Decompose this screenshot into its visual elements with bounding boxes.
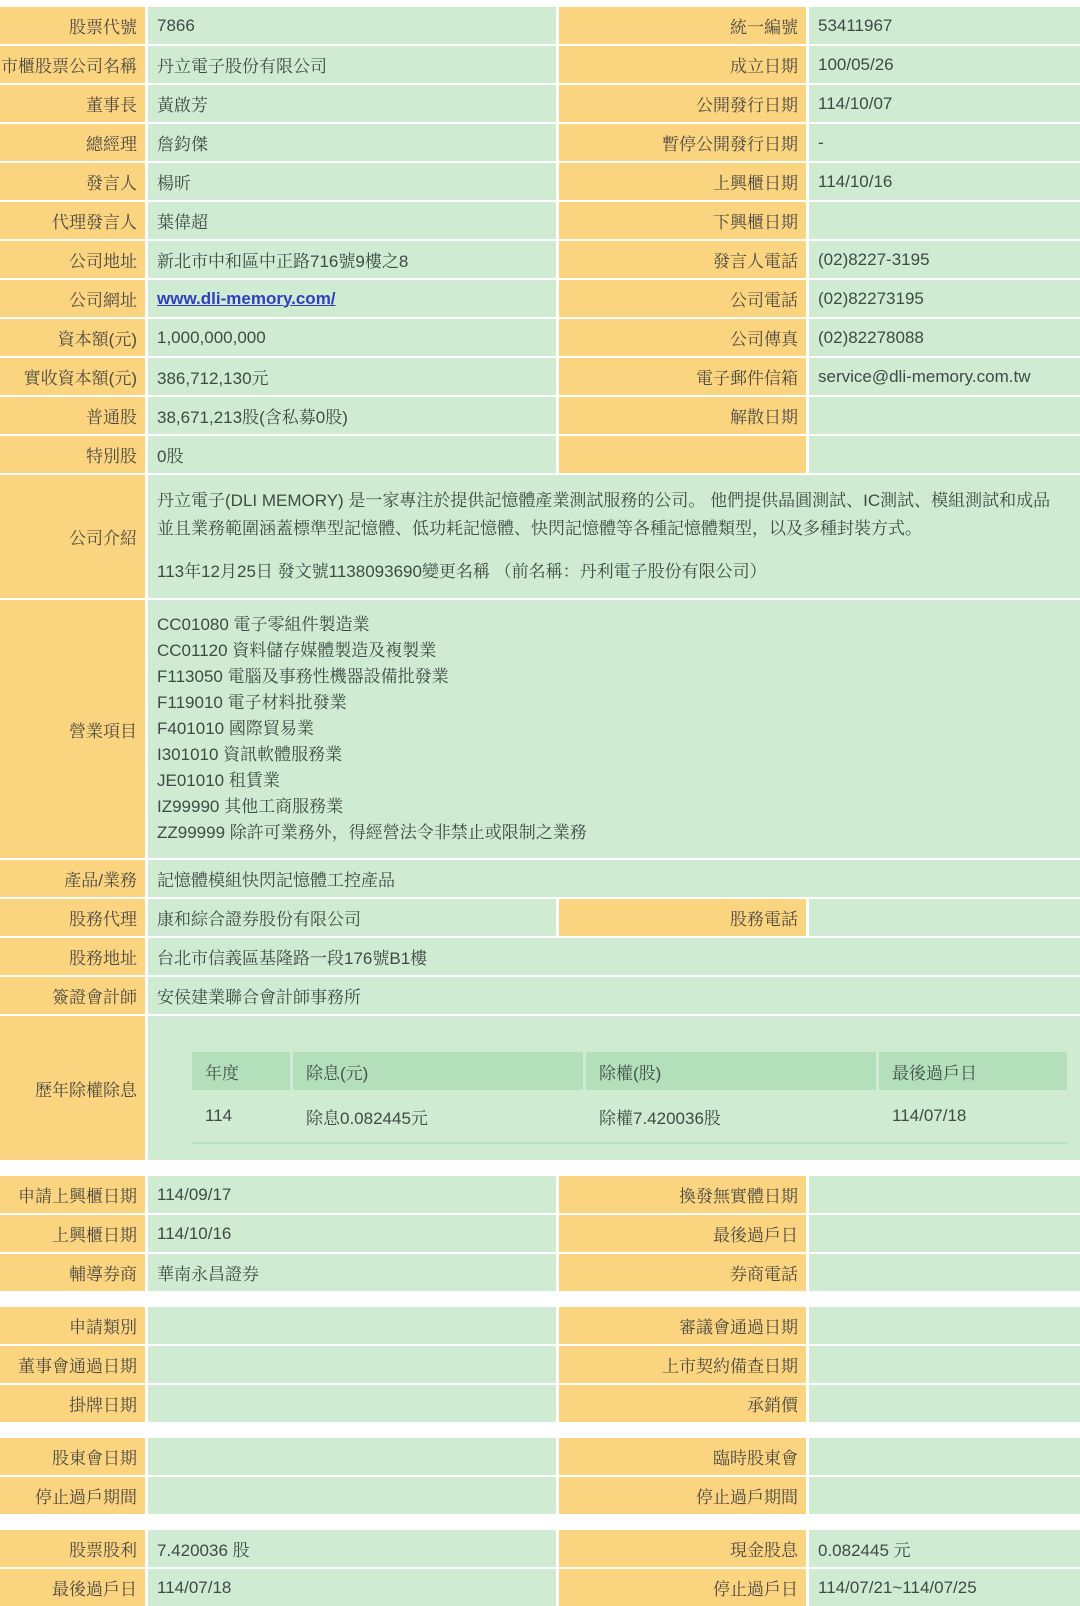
cash-dividend-label: 現金股息 — [559, 1530, 806, 1567]
transfer-suspension-period-label2: 停止過戶期間 — [559, 1477, 806, 1514]
business-items-list — [148, 600, 1080, 858]
application-type-label: 申請類別 — [0, 1307, 145, 1344]
broker-phone-value — [809, 1254, 1080, 1291]
product-row — [0, 860, 1080, 897]
advisory-broker-value: 華南永昌證券 — [148, 1254, 556, 1291]
share-address-label: 股務地址 — [0, 938, 145, 975]
stock-dividend-value: 7.420036 股 — [148, 1530, 556, 1567]
table-row — [0, 163, 1080, 200]
share-agent-label: 股務代理 — [0, 899, 145, 936]
board-approval-date-value — [148, 1346, 556, 1383]
table-row — [0, 319, 1080, 356]
transfer-suspension-period-label: 停止過戶期間 — [0, 1477, 145, 1514]
general-manager-label: 總經理 — [0, 124, 145, 161]
transfer-stop-date-label: 停止過戶日 — [559, 1569, 806, 1606]
dissolution-date-value — [809, 397, 1080, 434]
table-row — [0, 241, 1080, 278]
dividend-history-row — [0, 1016, 1080, 1160]
review-committee-date-label: 審議會通過日期 — [559, 1307, 806, 1344]
table-row — [0, 1176, 1080, 1213]
product-label: 產品/業務 — [0, 860, 145, 897]
chairman-label: 董事長 — [0, 85, 145, 122]
share-address-row — [0, 938, 1080, 975]
company-intro-text — [148, 475, 1080, 598]
company-name-value: 丹立電子股份有限公司 — [148, 46, 556, 83]
business-item: CC01120 資料儲存媒體製造及複製業 — [157, 641, 437, 660]
table-row — [0, 436, 1080, 473]
table-row — [0, 46, 1080, 83]
suspend-offering-date-value: - — [809, 124, 1080, 161]
preferred-shares-label: 特別股 — [0, 436, 145, 473]
company-fax-value: (02)82278088 — [809, 319, 1080, 356]
dividend-cell-lasttransfer: 114/07/18 — [892, 1106, 967, 1125]
dividend-header-exrights: 除權(股) — [586, 1052, 876, 1090]
table-row — [0, 1254, 1080, 1291]
company-address-value: 新北市中和區中正路716號9樓之8 — [148, 241, 556, 278]
emerging-date-value: 114/10/16 — [148, 1215, 556, 1252]
intro-line: 丹立電子(DLI MEMORY) 是一家專注於提供記憶體產業測試服務的公司。 他們提供晶圓測試、IC測試、模組測試和成品 — [157, 491, 1051, 510]
deputy-spokesperson-value: 葉偉超 — [148, 202, 556, 239]
business-items-label: 營業項目 — [0, 600, 145, 858]
stock-code-value: 7866 — [148, 7, 556, 44]
final-last-transfer-label: 最後過戶日 — [0, 1569, 145, 1606]
business-item: F113050 電腦及事務性機器設備批發業 — [157, 667, 449, 686]
cash-dividend-value: 0.082445 元 — [809, 1530, 1080, 1567]
scripless-exchange-date-value — [809, 1176, 1080, 1213]
intro-line: 113年12月25日 發文號1138093690變更名稱 （前名稱：丹利電子股份有限公司） — [157, 562, 767, 581]
table-row — [0, 1530, 1080, 1567]
table-row — [0, 124, 1080, 161]
company-intro-label: 公司介紹 — [0, 475, 145, 598]
final-last-transfer-value: 114/07/18 — [148, 1569, 556, 1606]
chairman-value: 黃啟芳 — [148, 85, 556, 122]
dividend-header-year: 年度 — [192, 1052, 290, 1090]
company-phone-label: 公司電話 — [559, 280, 806, 317]
company-intro-row — [0, 475, 1080, 598]
share-agent-value: 康和綜合證券股份有限公司 — [148, 899, 556, 936]
review-committee-date-value — [809, 1307, 1080, 1344]
last-transfer-date-value — [809, 1215, 1080, 1252]
company-address-label: 公司地址 — [0, 241, 145, 278]
founding-date-value: 100/05/26 — [809, 46, 1080, 83]
apply-emerging-date-label: 申請上興櫃日期 — [0, 1176, 145, 1213]
listing-contract-date-label: 上市契約備查日期 — [559, 1346, 806, 1383]
last-transfer-date-label: 最後過戶日 — [559, 1215, 806, 1252]
table-row — [0, 85, 1080, 122]
block-gap — [0, 1516, 1080, 1530]
company-name-label: 市櫃股票公司名稱 — [0, 46, 145, 83]
intro-spacer — [157, 543, 1080, 558]
email-value: service@dli-memory.com.tw — [809, 358, 1080, 395]
business-item: CC01080 電子零組件製造業 — [157, 615, 370, 634]
public-offering-date-value: 114/10/07 — [809, 85, 1080, 122]
intro-line: 並且業務範圍涵蓋標準型記憶體、低功耗記憶體、快閃記憶體等各種記憶體類型，以及多種封裝方式。 — [157, 519, 922, 538]
dividend-table-row — [192, 1090, 1067, 1144]
share-address-value: 台北市信義區基隆路一段176號B1樓 — [148, 938, 1080, 975]
business-item: I301010 資訊軟體服務業 — [157, 745, 343, 764]
suspend-offering-date-label: 暫停公開發行日期 — [559, 124, 806, 161]
table-row — [0, 202, 1080, 239]
table-row — [0, 1215, 1080, 1252]
table-row — [0, 397, 1080, 434]
stock-code-label: 股票代號 — [0, 7, 145, 44]
spokesperson-label: 發言人 — [0, 163, 145, 200]
emerging-listing-date-value: 114/10/16 — [809, 163, 1080, 200]
advisory-broker-label: 輔導券商 — [0, 1254, 145, 1291]
business-item: F401010 國際貿易業 — [157, 719, 314, 738]
business-item: ZZ99999 除許可業務外，得經營法令非禁止或限制之業務 — [157, 823, 587, 842]
paid-in-capital-label: 實收資本額(元) — [0, 358, 145, 395]
table-row — [0, 358, 1080, 395]
spokesperson-phone-value: (02)8227-3195 — [809, 241, 1080, 278]
table-row — [0, 1385, 1080, 1422]
application-type-value — [148, 1307, 556, 1344]
dividend-header-lasttransfer: 最後過戶日 — [879, 1052, 1067, 1090]
company-website-label: 公司網址 — [0, 280, 145, 317]
capital-value: 1,000,000,000 — [148, 319, 556, 356]
uniform-number-label: 統一編號 — [559, 7, 806, 44]
dividend-cell-year: 114 — [205, 1106, 233, 1125]
cpa-label: 簽證會計師 — [0, 977, 145, 1014]
capital-label: 資本額(元) — [0, 319, 145, 356]
public-offering-date-label: 公開發行日期 — [559, 85, 806, 122]
transfer-suspension-period-value2 — [809, 1477, 1080, 1514]
listing-date-label: 掛牌日期 — [0, 1385, 145, 1422]
founding-date-label: 成立日期 — [559, 46, 806, 83]
business-item: JE01010 租賃業 — [157, 771, 280, 790]
company-phone-value: (02)82273195 — [809, 280, 1080, 317]
blank-label — [559, 436, 806, 473]
table-row — [0, 1307, 1080, 1344]
share-agent-row — [0, 899, 1080, 936]
common-shares-value: 38,671,213股(含私募0股) — [148, 397, 556, 434]
stock-dividend-label: 股票股利 — [0, 1530, 145, 1567]
uniform-number-value: 53411967 — [809, 7, 1080, 44]
paid-in-capital-value: 386,712,130元 — [148, 358, 556, 395]
transfer-suspension-period-value — [148, 1477, 556, 1514]
spokesperson-value: 楊昕 — [148, 163, 556, 200]
table-row — [0, 1346, 1080, 1383]
table-row — [0, 1438, 1080, 1475]
dividend-cell-exdividend: 除息0.082445元 — [306, 1108, 428, 1128]
block-gap — [0, 1424, 1080, 1438]
common-shares-label: 普通股 — [0, 397, 145, 434]
table-row — [0, 1569, 1080, 1606]
scripless-exchange-date-label: 換發無實體日期 — [559, 1176, 806, 1213]
underwriting-price-label: 承銷價 — [559, 1385, 806, 1422]
emerging-listing-date-label: 上興櫃日期 — [559, 163, 806, 200]
email-label: 電子郵件信箱 — [559, 358, 806, 395]
emerging-delisting-date-value — [809, 202, 1080, 239]
share-agent-phone-value — [809, 899, 1080, 936]
shareholder-meeting-date-value — [148, 1438, 556, 1475]
extraordinary-meeting-label: 臨時股東會 — [559, 1438, 806, 1475]
table-row — [0, 280, 1080, 317]
transfer-stop-date-value: 114/07/21~114/07/25 — [809, 1569, 1080, 1606]
emerging-date-label: 上興櫃日期 — [0, 1215, 145, 1252]
broker-phone-label: 券商電話 — [559, 1254, 806, 1291]
company-fax-label: 公司傳真 — [559, 319, 806, 356]
block-gap — [0, 1293, 1080, 1307]
extraordinary-meeting-value — [809, 1438, 1080, 1475]
company-website-cell — [148, 280, 556, 317]
general-manager-value: 詹鈞傑 — [148, 124, 556, 161]
apply-emerging-date-value: 114/09/17 — [148, 1176, 556, 1213]
table-row — [0, 7, 1080, 44]
board-approval-date-label: 董事會通過日期 — [0, 1346, 145, 1383]
company-website-link[interactable]: www.dli-memory.com/ — [157, 288, 336, 308]
business-item: F119010 電子材料批發業 — [157, 693, 347, 712]
emerging-delisting-date-label: 下興櫃日期 — [559, 202, 806, 239]
preferred-shares-value: 0股 — [148, 436, 556, 473]
table-row — [0, 1477, 1080, 1514]
business-items-row — [0, 600, 1080, 858]
dividend-cell-exrights: 除權7.420036股 — [599, 1108, 721, 1128]
listing-date-value — [148, 1385, 556, 1422]
dissolution-date-label: 解散日期 — [559, 397, 806, 434]
dividend-header-exdividend: 除息(元) — [293, 1052, 583, 1090]
share-agent-phone-label: 股務電話 — [559, 899, 806, 936]
cpa-row — [0, 977, 1080, 1014]
deputy-spokesperson-label: 代理發言人 — [0, 202, 145, 239]
business-item: IZ99990 其他工商服務業 — [157, 797, 344, 816]
block-gap — [0, 1162, 1080, 1176]
listing-contract-date-value — [809, 1346, 1080, 1383]
cpa-value: 安侯建業聯合會計師事務所 — [148, 977, 1080, 1014]
dividend-history-label: 歷年除權除息 — [0, 1016, 145, 1160]
dividend-history-table — [148, 1016, 1080, 1160]
blank-value — [809, 436, 1080, 473]
product-value: 記憶體模組快閃記憶體工控產品 — [148, 860, 1080, 897]
dividend-table-header — [192, 1052, 1067, 1090]
shareholder-meeting-date-label: 股東會日期 — [0, 1438, 145, 1475]
spokesperson-phone-label: 發言人電話 — [559, 241, 806, 278]
underwriting-price-value — [809, 1385, 1080, 1422]
